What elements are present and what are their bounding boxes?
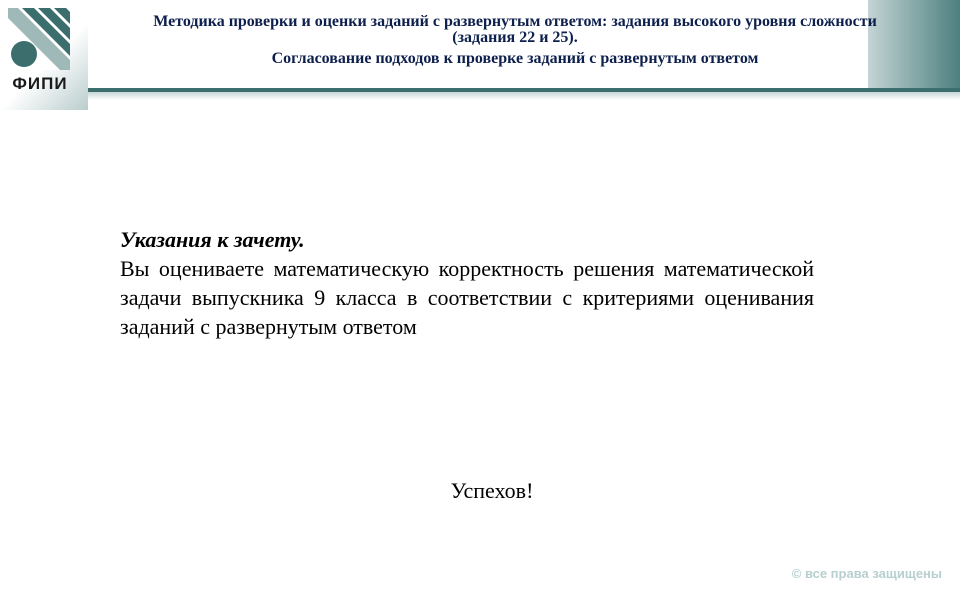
page-title: Методика проверки и оценки заданий с развернутым ответом: задания высокого уровня сложности (задания 22 и 25).: [153, 13, 877, 46]
header-divider-shadow: [88, 92, 960, 100]
instructions-block: [120, 225, 814, 341]
instructions-paragraph: Вы оцениваете математическую корректность решения математической задачи выпускника 9 класса в соответствии с критериями оценивания заданий с развернутым ответом: [120, 256, 814, 339]
instructions-heading: Указания к зачету.: [120, 227, 305, 252]
closing-text: Успехов!: [450, 478, 534, 503]
logo: [0, 0, 88, 110]
fipi-logo-icon: [8, 8, 70, 70]
header-title-block: [130, 14, 900, 67]
page-subtitle: Согласование подходов к проверке заданий с развернутым ответом: [271, 50, 759, 67]
copyright-notice: © все права защищены: [791, 566, 942, 581]
logo-text: ФИПИ: [12, 74, 68, 93]
